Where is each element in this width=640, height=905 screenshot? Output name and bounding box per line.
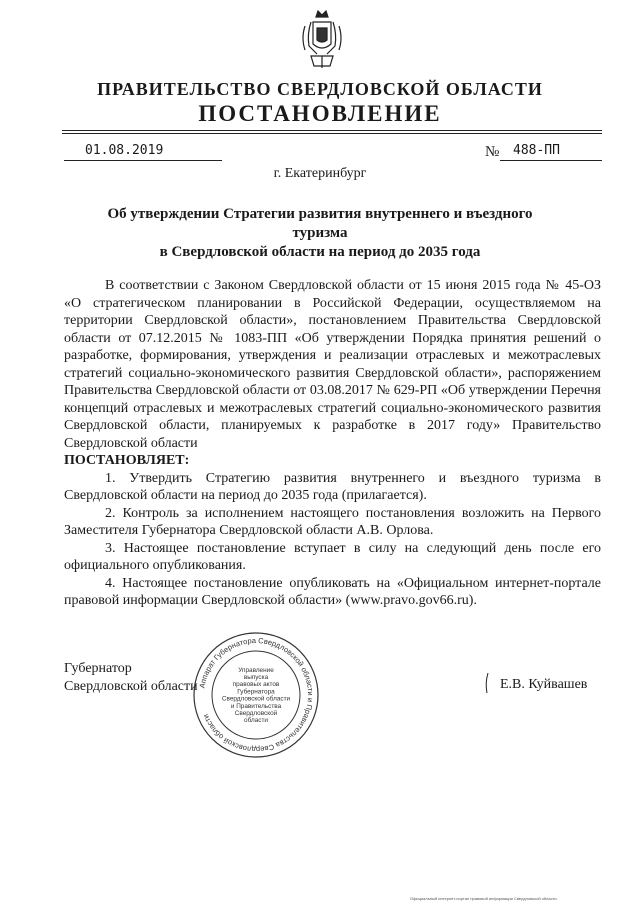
document-body: [64, 277, 601, 610]
coat-of-arms-icon: [299, 8, 345, 72]
signatory-name: Е.В. Куйвашев: [500, 677, 588, 692]
stamp-inner-line: Губернатора: [237, 688, 275, 696]
title-line-1: Об утверждении Стратегии развития внутреннего и въездного туризма: [107, 206, 533, 241]
clause-4: 4. Настоящее постановление опубликовать на «Официальном интернет-портале правовой информации Свердловской области» (www.pravo.gov66.ru).: [64, 575, 601, 608]
document-number: 488-ПП: [513, 143, 560, 158]
footer-note: Официальный интернет-портал правовой информации Свердловской области: [410, 896, 557, 901]
clause-3: 3. Настоящее постановление вступает в силу на следующий день после его официального опубликования.: [64, 540, 601, 573]
header-divider: [62, 130, 602, 131]
position-line-1: Губернатор: [64, 661, 132, 676]
signature-mark-icon: [484, 672, 490, 694]
official-stamp: [191, 630, 321, 760]
number-sign: №: [485, 144, 500, 160]
stamp-inner-line: Управление: [238, 666, 274, 674]
stamp-inner-line: правовых актов: [232, 681, 280, 689]
government-name: ПРАВИТЕЛЬСТВО СВЕРДЛОВСКОЙ ОБЛАСТИ: [97, 79, 543, 99]
clause-2: 2. Контроль за исполнением настоящего постановления возложить на Первого Заместителя Губернатора Свердловской области А.В. Орлова.: [64, 505, 601, 538]
resolves-heading: ПОСТАНОВЛЯЕТ:: [64, 453, 190, 468]
position-line-2: Свердловской области: [64, 679, 198, 694]
stamp-inner-line: и Правительства: [230, 702, 282, 710]
header-divider-thin: [62, 133, 602, 134]
stamp-inner-line: выпуска: [243, 674, 269, 681]
signatory-position: [64, 660, 198, 696]
stamp-inner-line: области: [244, 717, 268, 725]
city: г. Екатеринбург: [273, 166, 367, 181]
document-type: ПОСТАНОВЛЕНИЕ: [198, 101, 442, 126]
preamble: В соответствии с Законом Свердловской области от 15 июня 2015 года № 45-ОЗ «О стратегическом планировании в Российской Федерации, осуществляемом на территории Свердловской области», постановлением Правительства Свердловской области от 07.12.2015 № 1083-ПП «Об утверждении Порядка принятия решений о разработке, формирования, утверждения и реализации отраслевых и межотраслевых стратегий социально-экономического развития Свердловской области», распоряжением Правительства Свердловской области от 03.08.2017 № 629-РП «Об утверждении Перечня концепций отраслевых и межотраслевых стратегий социально-экономического развития Свердловской области, планируемых к разработке в 2017 году» Правительство Свердловской области: [64, 278, 601, 451]
stamp-inner-line: Свердловской области: [221, 695, 291, 703]
svg-text:Аппарат Губернатора Свердловск: Аппарат Губернатора Свердловской области и Правительства Свердловской области: [197, 635, 316, 755]
number-underline: [500, 160, 602, 161]
clause-1: 1. Утвердить Стратегию развития внутреннего и въездного туризма в Свердловской области на период до 2035 года (прилагается).: [64, 470, 601, 503]
document-date: 01.08.2019: [85, 143, 164, 158]
stamp-inner-line: Свердловской: [234, 710, 278, 717]
document-title: [80, 205, 560, 262]
date-underline: [64, 160, 222, 161]
title-line-2: в Свердловской области на период до 2035 года: [159, 244, 481, 260]
